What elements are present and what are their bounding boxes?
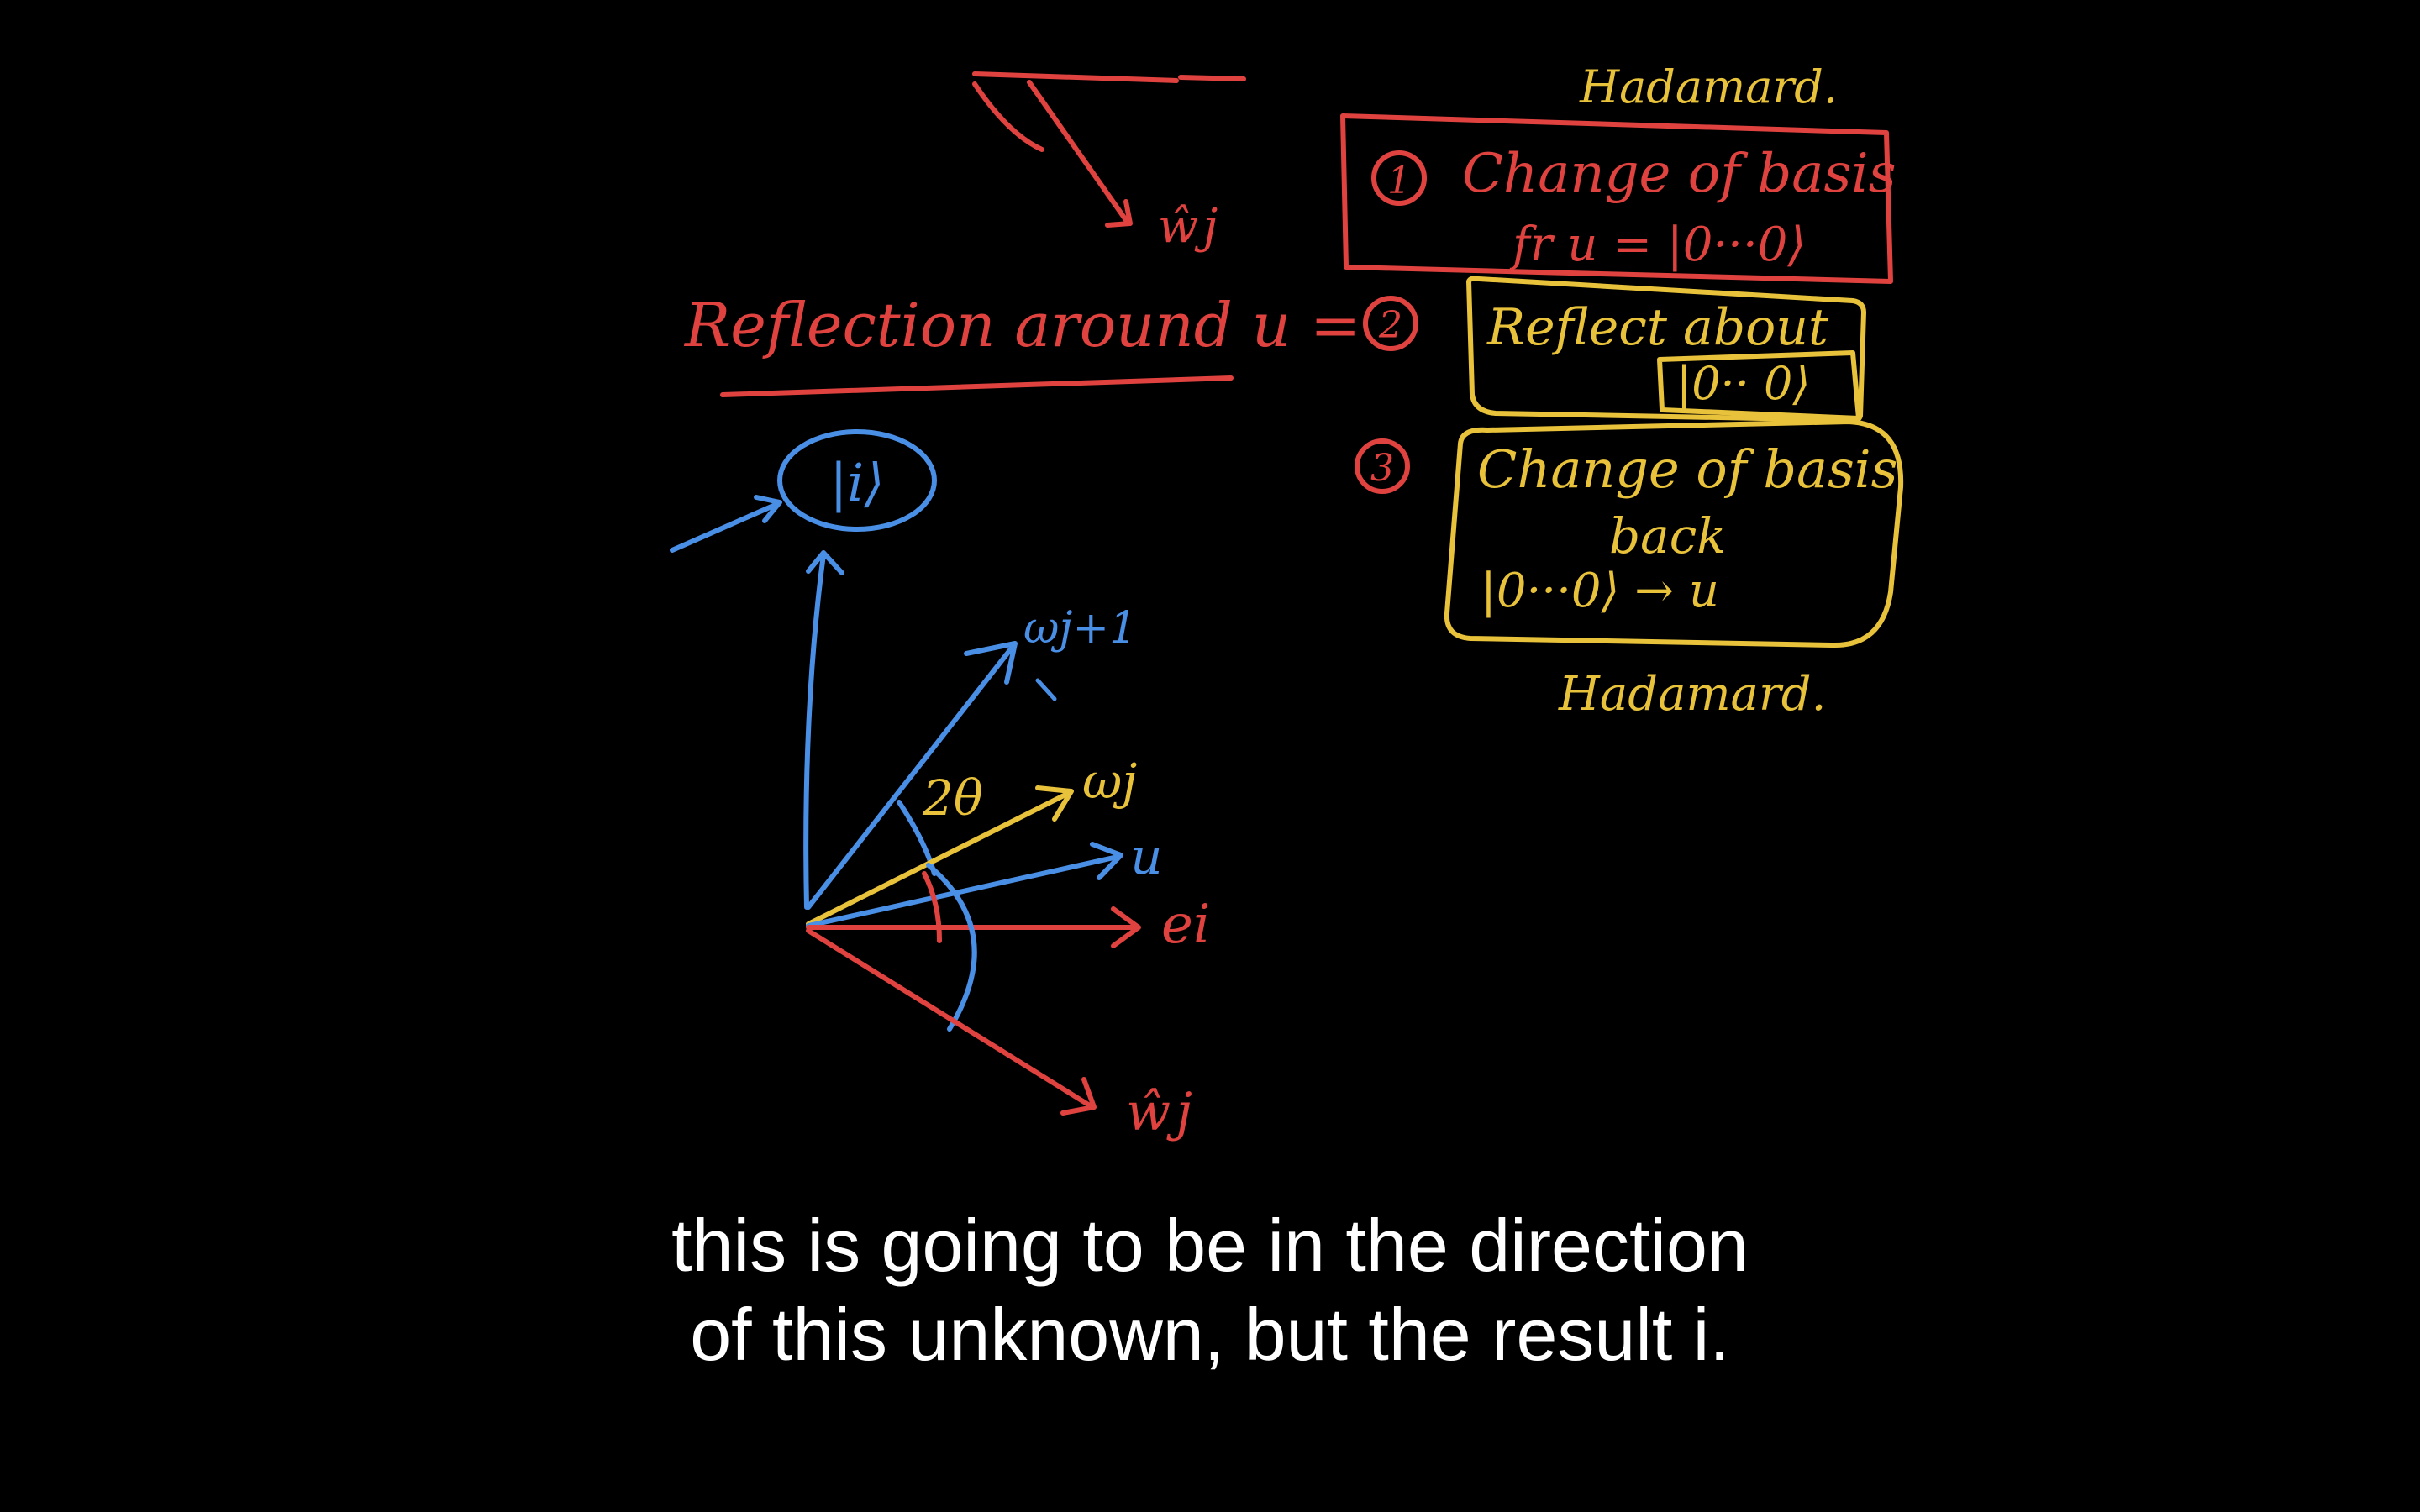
ket-i-label: |i⟩: [829, 452, 885, 513]
step-3-line1: Change of basis: [1477, 438, 1898, 500]
vector-to-ket-i: [806, 554, 823, 907]
small-red-arc: [924, 874, 939, 941]
label-w-j-hat: ŵj: [1126, 1081, 1192, 1142]
step-1-line1: Change of basis: [1462, 143, 1897, 205]
hadamard-top-label: Hadamard.: [1580, 60, 1838, 113]
hadamard-bottom-label: Hadamard.: [1559, 667, 1827, 722]
label-w-j-plus-1: ωj+1: [1023, 603, 1138, 654]
vector-u: [808, 857, 1118, 926]
top-red-vector: [1029, 82, 1126, 220]
caption-line-2: of this unknown, but the result i.: [690, 1293, 1730, 1376]
vector-w-j-hat: [808, 931, 1092, 1107]
step-1-line2: fr u = |0···0⟩: [1512, 218, 1807, 272]
reflection-title-text: Reflection around u =: [685, 290, 1361, 360]
step-3-number: 3: [1370, 447, 1394, 490]
top-red-arc: [975, 84, 1042, 150]
step-1-number: 1: [1387, 160, 1411, 202]
top-vector-label: ŵj: [1158, 199, 1218, 254]
incoming-arrow: [672, 504, 777, 550]
step-3: [1357, 422, 1901, 645]
reflection-title-underline: [723, 378, 1231, 395]
step-2-line2: |0·· 0⟩: [1676, 357, 1811, 410]
step-2-line1: Reflect about: [1487, 298, 1829, 357]
label-u: u: [1130, 827, 1163, 886]
step-3-line3: |0···0⟩ → u: [1481, 564, 1719, 618]
label-angle-2theta: 2θ: [923, 769, 983, 827]
vector-diagram: [672, 432, 1210, 1142]
label-e-i: ei: [1161, 894, 1211, 956]
reflection-title: [683, 290, 1360, 395]
vector-to-ket-i-arrowhead: [808, 553, 842, 573]
top-partial-sketch: [975, 74, 1244, 254]
label-w-j: ωj: [1082, 753, 1138, 810]
step-2-number: 2: [1379, 304, 1402, 347]
subtitle-caption: [0, 1201, 2420, 1379]
w-j-plus-1-tick: [1038, 680, 1055, 699]
top-red-line: [975, 74, 1176, 81]
step-1: [1343, 116, 1897, 281]
step-3-line2: back: [1609, 507, 1727, 564]
step-2: [1365, 278, 1864, 420]
caption-line-1: this is going to be in the direction: [671, 1204, 1749, 1287]
top-red-tick: [1181, 77, 1244, 79]
